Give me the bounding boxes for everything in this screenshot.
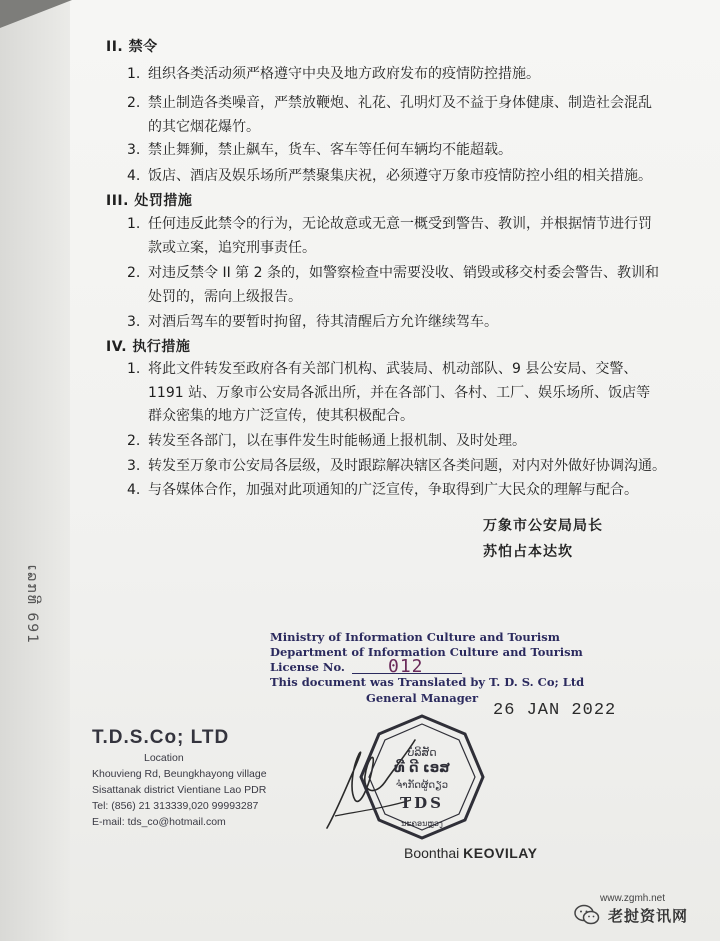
s4-item-1-num: 1. <box>127 361 141 377</box>
cert-license-label: License No. <box>270 660 345 674</box>
watermark-brand <box>574 902 704 928</box>
company-block <box>92 727 267 829</box>
s3-item-3-line-1: 对酒后驾车的要暂时拘留，待其清醒后方允许继续驾车。 <box>148 314 498 330</box>
license-number: 012 <box>388 656 424 677</box>
cert-general-manager: General Manager <box>366 691 479 705</box>
company-email: E-mail: tds_co@hotmail.com <box>92 816 226 828</box>
s2-item-3-num: 3. <box>127 142 141 158</box>
date-stamp: 26 JAN 2022 <box>493 701 617 720</box>
s2-item-4-line-1: 饭店、酒店及娱乐场所严禁聚集庆祝，必须遵守万象市疫情防控小组的相关措施。 <box>148 168 652 184</box>
s4-item-3-line-1: 转发至万象市公安局各层级，及时跟踪解决辖区各类问题，对内对外做好协调沟通。 <box>148 458 666 474</box>
s4-item-1-line-1: 将此文件转发至政府各有关部门机构、武装局、机动部队、9 县公安局、交警、 <box>148 361 638 377</box>
signatory-name: 苏怕占本达坎 <box>483 544 573 560</box>
watermark-brand-text: 老挝资讯网 <box>608 906 689 925</box>
company-address-2: Sisattanak district Vientiane Lao PDR <box>92 784 267 796</box>
section-4-title: IV. 执行措施 <box>106 339 191 355</box>
company-address-1: Khouvieng Rd, Beungkhayong village <box>92 768 267 780</box>
s3-item-1-num: 1. <box>127 216 141 232</box>
s3-item-1-line-2: 款或立案，追究刑事责任。 <box>148 240 316 256</box>
company-location-label: Location <box>144 752 184 764</box>
s4-item-1-line-2: 1191 站、万象市公安局各派出所，并在各部门、各村、工厂、娱乐场所、饭店等 <box>148 385 651 401</box>
signer-first-name: Boonthai <box>404 845 460 861</box>
s2-item-1-line-1: 组织各类活动须严格遵守中央及地方政府发布的疫情防控措施。 <box>148 66 540 82</box>
company-seal <box>357 712 487 842</box>
s2-item-2-num: 2. <box>127 95 141 111</box>
side-margin-marks: ເລກທີ 691 <box>24 565 40 646</box>
s4-item-2-num: 2. <box>127 433 141 449</box>
signer-printed-name <box>404 845 537 861</box>
signatory-title: 万象市公安局局长 <box>483 518 603 534</box>
cert-ministry-line: Ministry of Information Culture and Tourism <box>270 630 560 644</box>
seal-low-text: ຈຳກັດຜູ້ດຽວ <box>395 780 449 791</box>
s2-item-3-line-1: 禁止舞狮，禁止飙车，货车、客车等任何车辆均不能超载。 <box>148 142 512 158</box>
s4-item-2-line-1: 转发至各部门，以在事件发生时能畅通上报机制、及时处理。 <box>148 433 526 449</box>
seal-mid-text: ທີ ດີ ເອສ <box>394 761 450 776</box>
wechat-icon <box>574 904 600 926</box>
seal-top-text: ບໍລິສັດ <box>407 746 437 759</box>
s4-item-3-num: 3. <box>127 458 141 474</box>
section-3-title: III. 处罚措施 <box>106 193 193 209</box>
cert-department-line: Department of Information Culture and Tourism <box>270 645 583 659</box>
company-phone: Tel: (856) 21 313339,020 99993287 <box>92 800 259 812</box>
s3-item-2-line-1: 对违反禁令 II 第 2 条的，如警察检查中需要没收、销毁或移交村委会警告、教训和 <box>148 265 659 281</box>
s2-item-4-num: 4. <box>127 168 141 184</box>
s4-item-4-line-1: 与各媒体合作，加强对此项通知的广泛宣传，争取得到广大民众的理解与配合。 <box>148 482 638 498</box>
page-left-shadow <box>0 0 70 941</box>
cert-translated-line: This document was Translated by T. D. S. Co; Ltd <box>270 675 585 689</box>
s4-item-1-line-3: 群众密集的地方广泛宣传，使其积极配合。 <box>148 408 414 424</box>
s2-item-2-line-1: 禁止制造各类噪音，严禁放鞭炮、礼花、孔明灯及不益于身体健康、制造社会混乱 <box>148 95 652 111</box>
s3-item-2-line-2: 处罚的，需向上级报告。 <box>148 289 302 305</box>
s4-item-4-num: 4. <box>127 482 141 498</box>
seal-bottom-text: ນະຄອນຫຼວງ <box>401 819 443 828</box>
s3-item-3-num: 3. <box>127 314 141 330</box>
seal-initials: TDS <box>399 794 445 812</box>
s3-item-2-num: 2. <box>127 265 141 281</box>
company-name: T.D.S.Co; LTD <box>92 727 230 748</box>
s2-item-1-num: 1. <box>127 66 141 82</box>
watermark-url: www.zgmh.net <box>600 893 666 904</box>
signer-last-name: KEOVILAY <box>463 845 538 861</box>
s3-item-1-line-1: 任何违反此禁令的行为，无论故意或无意一概受到警告、教训，并根据情节进行罚 <box>148 216 652 232</box>
section-2-title: II. 禁令 <box>106 39 158 55</box>
s2-item-2-line-2: 的其它烟花爆竹。 <box>148 119 260 135</box>
